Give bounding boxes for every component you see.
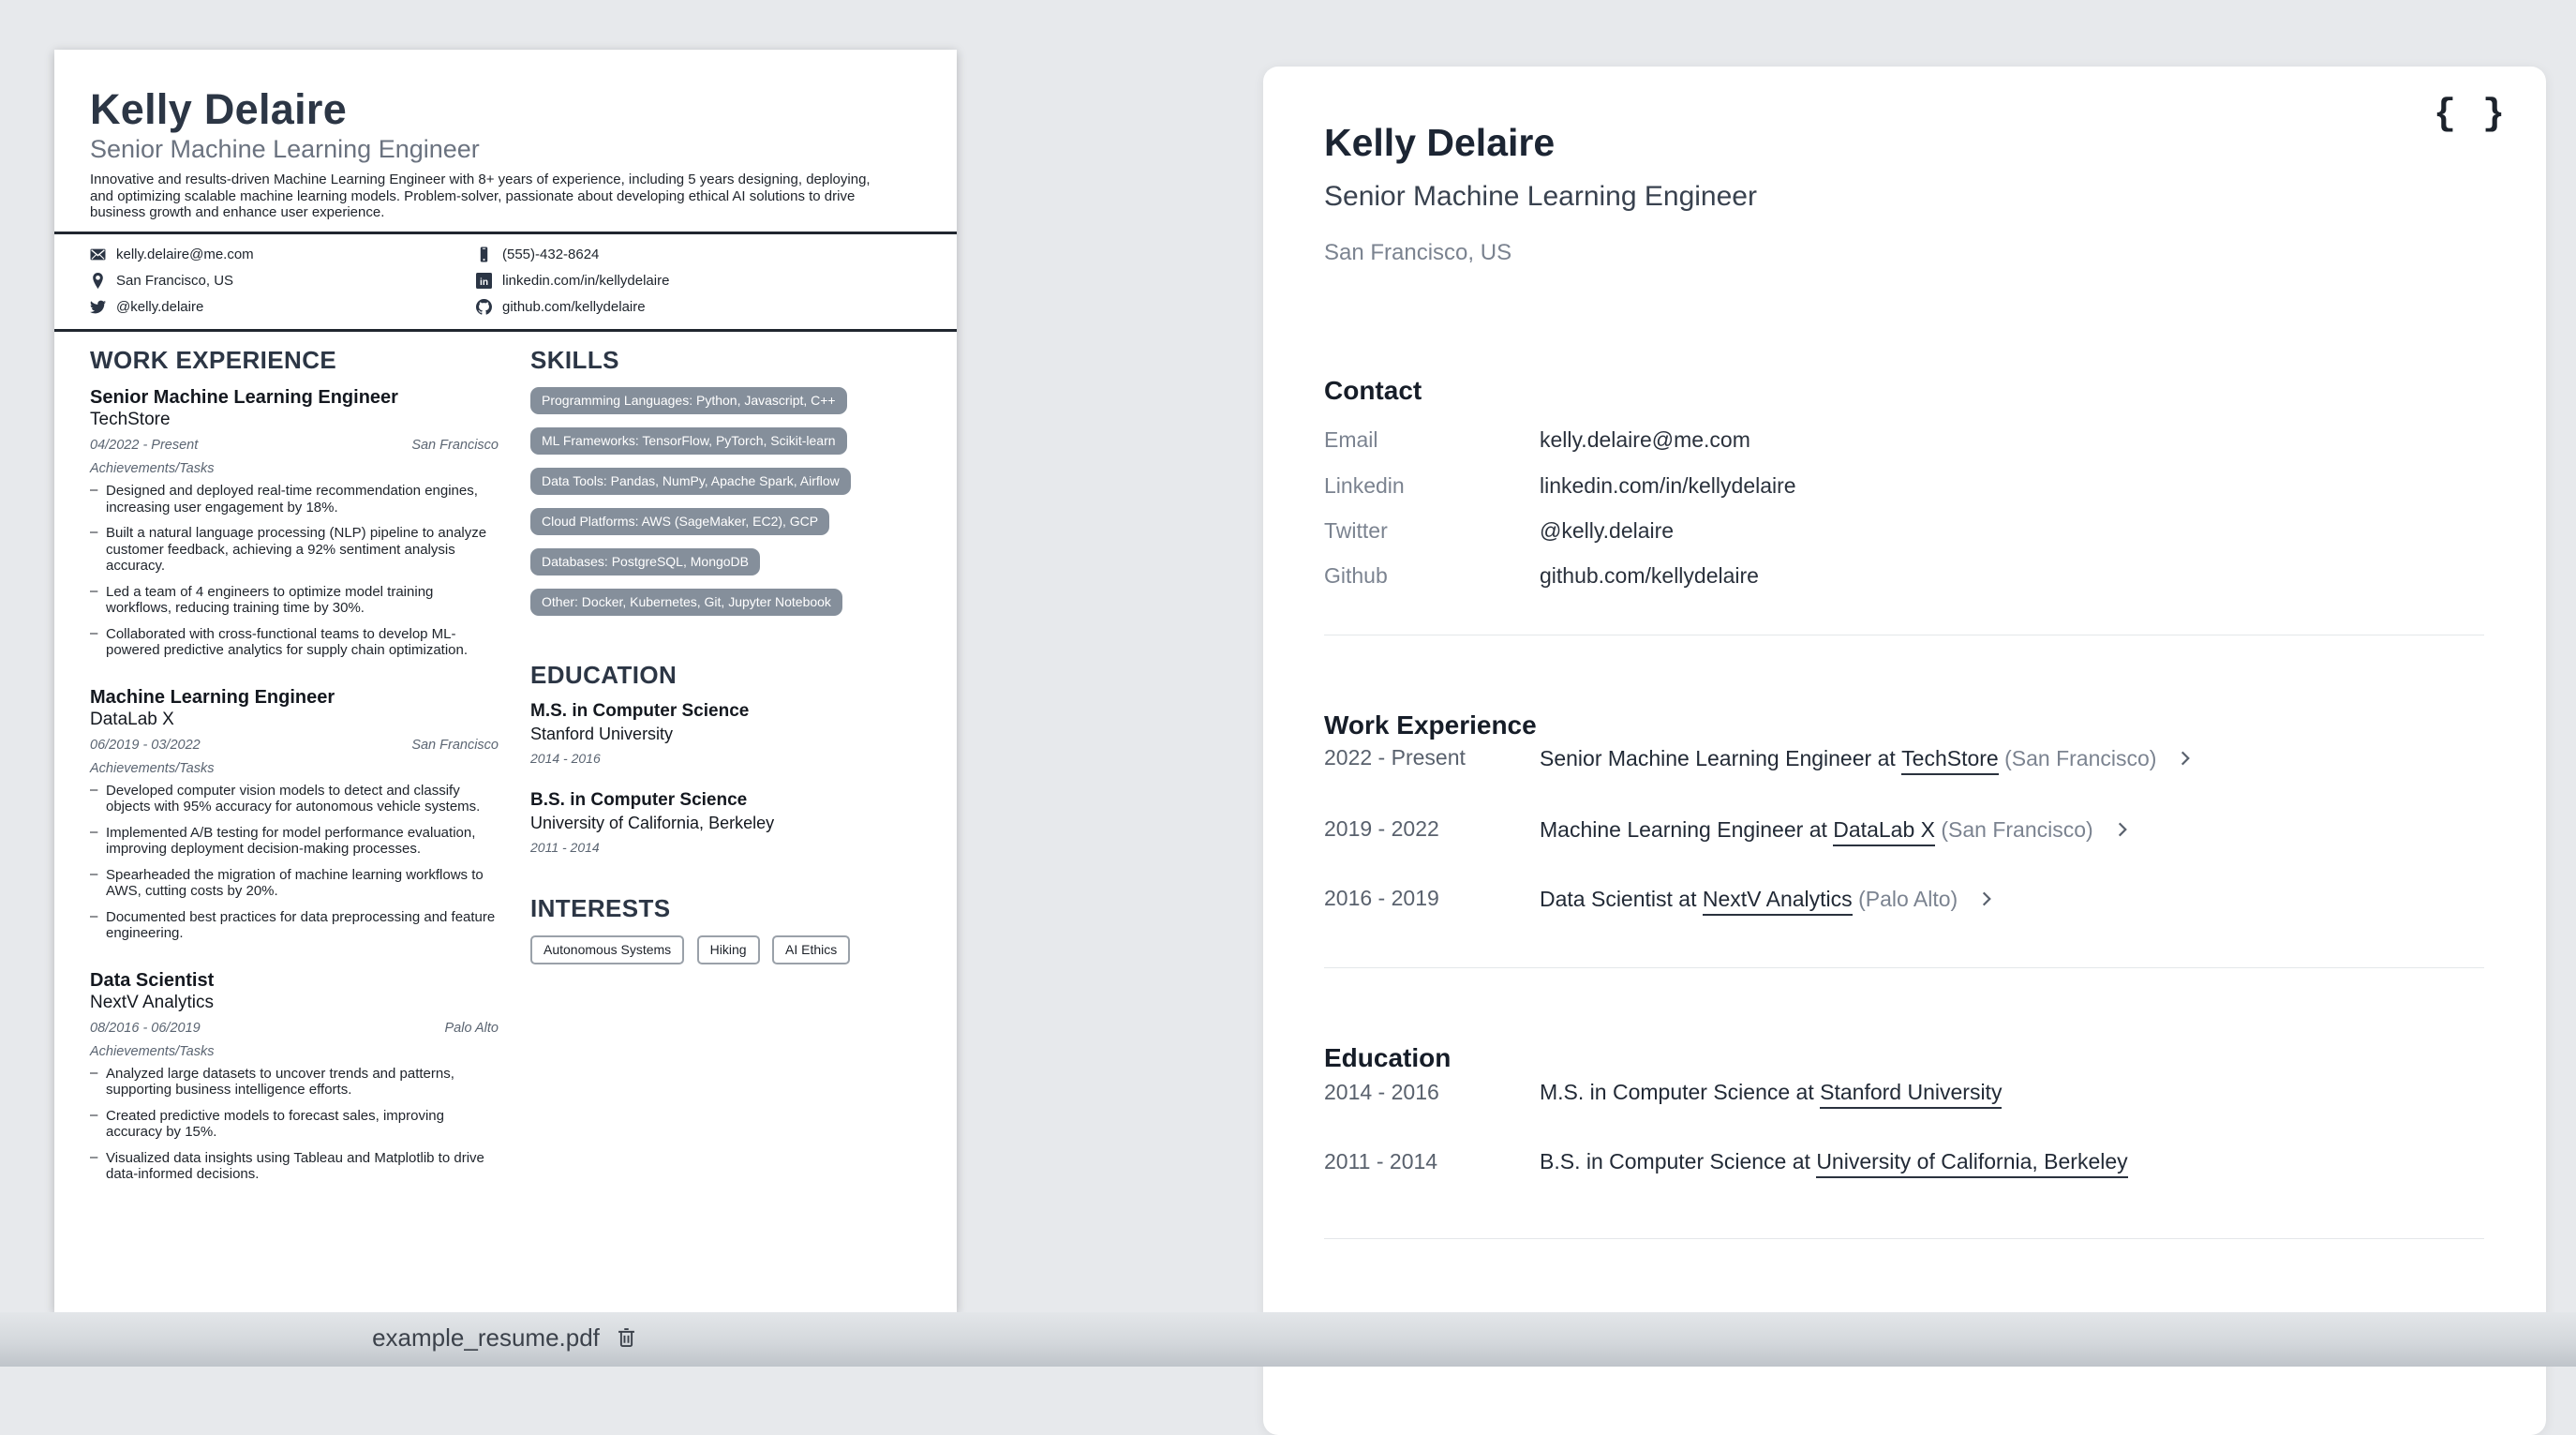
education-entry xyxy=(530,791,935,855)
contact-section-heading: Contact xyxy=(1324,376,1422,406)
work-role: Data Scientist xyxy=(1540,887,1673,911)
company-link[interactable]: DataLab X xyxy=(1833,817,1935,846)
education-section-heading: Education xyxy=(1324,1043,1452,1073)
file-name: example_resume.pdf xyxy=(372,1323,600,1352)
bullet: – Developed computer vision models to detect and classify objects with 95% accuracy for autonomous vehicle systems. xyxy=(90,783,499,815)
job-company: DataLab X xyxy=(90,709,174,729)
contact-value: linkedin.com/in/kellydelaire xyxy=(1540,473,1796,498)
education-degree: M.S. in Computer Science xyxy=(1540,1080,1791,1104)
interest-pill: Autonomous Systems xyxy=(530,935,684,964)
job-location: San Francisco xyxy=(411,737,499,753)
work-role: Machine Learning Engineer xyxy=(1540,817,1804,842)
bullet: – Spearheaded the migration of machine learning workflows to AWS, cutting costs by 20%. xyxy=(90,867,499,900)
job-bullets xyxy=(90,1066,499,1183)
location-pin-icon xyxy=(90,273,106,289)
job-entry xyxy=(90,687,499,942)
contact-email xyxy=(90,247,476,262)
contact-row xyxy=(1324,518,2486,544)
job-entry xyxy=(90,387,499,659)
job-title: Data Scientist xyxy=(90,969,215,991)
work-location: (San Francisco) xyxy=(2004,746,2157,770)
contact-linkedin xyxy=(476,273,921,289)
degree: M.S. in Computer Science xyxy=(530,701,750,722)
education-row xyxy=(1324,1080,2486,1109)
work-row[interactable] xyxy=(1324,886,2486,916)
github-icon xyxy=(476,299,492,315)
svg-text:in: in xyxy=(480,277,488,288)
education-period: 2014 - 2016 xyxy=(1324,1080,1439,1104)
work-location: (San Francisco) xyxy=(1941,817,2093,842)
education-degree: B.S. in Computer Science xyxy=(1540,1149,1787,1173)
degree-dates: 2011 - 2014 xyxy=(530,840,600,856)
at-label: at xyxy=(1672,887,1703,911)
job-entry xyxy=(90,970,499,1183)
contact-row xyxy=(1324,563,2486,589)
job-dates: 06/2019 - 03/2022 xyxy=(90,737,201,753)
company-link[interactable]: TechStore xyxy=(1901,746,1999,775)
contact-value: kelly.delaire@me.com xyxy=(1540,427,1750,452)
skill-pill: Programming Languages: Python, Javascript, C++ xyxy=(530,387,847,414)
linkedin-icon xyxy=(476,273,492,289)
tasks-label: Achievements/Tasks xyxy=(90,1043,215,1059)
parsed-name: Kelly Delaire xyxy=(1324,121,1556,164)
work-row[interactable] xyxy=(1324,745,2486,775)
bullet: – Documented best practices for data preprocessing and feature engineering. xyxy=(90,909,499,942)
work-role: Senior Machine Learning Engineer xyxy=(1540,746,1872,770)
job-title: Machine Learning Engineer xyxy=(90,686,335,708)
bullet: – Led a team of 4 engineers to optimize model training workflows, reducing training time by 30%. xyxy=(90,584,499,617)
view-json-button[interactable]: { } xyxy=(2430,93,2510,138)
contact-row xyxy=(1324,473,2486,499)
contact-row xyxy=(1324,427,2486,453)
resume-pdf-preview xyxy=(54,50,957,1312)
job-dates: 04/2022 - Present xyxy=(90,438,199,454)
company-link[interactable]: NextV Analytics xyxy=(1703,887,1853,916)
job-location: Palo Alto xyxy=(444,1020,499,1036)
school: University of California, Berkeley xyxy=(530,814,775,833)
work-section-heading: Work Experience xyxy=(1324,710,1537,740)
school: Stanford University xyxy=(530,725,674,744)
bullet: – Designed and deployed real-time recommendation engines, increasing user engagement by 18%. xyxy=(90,483,499,516)
work-row[interactable] xyxy=(1324,816,2486,846)
parsed-resume-card xyxy=(1263,67,2546,1435)
divider xyxy=(1324,1238,2484,1239)
contact-location xyxy=(90,273,476,289)
resume-body xyxy=(54,332,957,1211)
bullet: – Visualized data insights using Tableau and Matplotlib to drive data-informed decisions. xyxy=(90,1150,499,1183)
at-label: at xyxy=(1803,817,1834,842)
skill-pill: Databases: PostgreSQL, MongoDB xyxy=(530,548,760,575)
delete-file-button[interactable] xyxy=(614,1324,639,1353)
resume-job-title: Senior Machine Learning Engineer xyxy=(90,134,480,163)
tasks-label: Achievements/Tasks xyxy=(90,760,215,776)
job-title: Senior Machine Learning Engineer xyxy=(90,387,398,409)
skills-heading: SKILLS xyxy=(530,345,619,374)
work-period: 2022 - Present xyxy=(1324,745,1466,770)
resume-left-column xyxy=(90,345,499,1211)
job-company: NextV Analytics xyxy=(90,992,214,1012)
bullet: – Implemented A/B testing for model performance evaluation, improving deployment decision-making processes. xyxy=(90,825,499,858)
work-period: 2019 - 2022 xyxy=(1324,816,1439,841)
school-link[interactable]: University of California, Berkeley xyxy=(1816,1149,2127,1178)
uploaded-file xyxy=(54,1323,957,1353)
skill-pill: Cloud Platforms: AWS (SageMaker, EC2), GCP xyxy=(530,508,829,535)
interests-heading: INTERESTS xyxy=(530,894,671,923)
interest-pill: Hiking xyxy=(697,935,760,964)
chevron-right-icon[interactable] xyxy=(2175,748,2196,774)
bullet: – Analyzed large datasets to uncover trends and patterns, supporting business intelligence efforts. xyxy=(90,1066,499,1099)
education-entry xyxy=(530,702,935,766)
resume-name: Kelly Delaire xyxy=(90,85,348,133)
skill-pill: ML Frameworks: TensorFlow, PyTorch, Scikit-learn xyxy=(530,427,847,455)
at-label: at xyxy=(1786,1149,1817,1173)
contact-value: @kelly.delaire xyxy=(1540,518,1675,543)
degree-dates: 2014 - 2016 xyxy=(530,751,601,767)
job-bullets xyxy=(90,483,499,659)
at-label: at xyxy=(1871,746,1902,770)
resume-header xyxy=(54,50,957,221)
education-heading: EDUCATION xyxy=(530,661,678,690)
job-location: San Francisco xyxy=(411,438,499,454)
phone-icon xyxy=(476,247,492,262)
resume-summary: Innovative and results-driven Machine Learning Engineer with 8+ years of experience, including 5 years designing, deploying, and optimizing scalable machine learning models. Problem-solver, passionate about developing ethical AI solutions to drive business growth and enhance user experience. xyxy=(90,172,871,221)
education-row xyxy=(1324,1149,2486,1178)
contact-label: Email xyxy=(1324,427,1378,452)
contact-label: Github xyxy=(1324,563,1388,588)
email-icon xyxy=(90,247,106,262)
contact-twitter-value: @kelly.delaire xyxy=(116,298,204,315)
bullet: – Collaborated with cross-functional teams to develop ML-powered predictive analytics for supply chain optimization. xyxy=(90,626,499,659)
contact-github xyxy=(476,299,921,315)
bullet: – Created predictive models to forecast sales, improving accuracy by 15%. xyxy=(90,1108,499,1141)
skill-pill: Data Tools: Pandas, NumPy, Apache Spark, Airflow xyxy=(530,468,851,495)
twitter-icon xyxy=(90,299,106,315)
contact-phone-value: (555)-432-8624 xyxy=(502,246,600,262)
at-label: at xyxy=(1790,1080,1821,1104)
work-experience-heading: WORK EXPERIENCE xyxy=(90,345,337,374)
education-period: 2011 - 2014 xyxy=(1324,1149,1438,1173)
work-period: 2016 - 2019 xyxy=(1324,886,1439,910)
resume-right-column xyxy=(530,345,935,1211)
contact-value: github.com/kellydelaire xyxy=(1540,563,1759,588)
contact-linkedin-value: linkedin.com/in/kellydelaire xyxy=(502,272,670,289)
resume-contact-block xyxy=(54,234,957,329)
parsed-location: San Francisco, US xyxy=(1324,240,1512,265)
parsed-title: Senior Machine Learning Engineer xyxy=(1324,181,1757,212)
chevron-right-icon[interactable] xyxy=(1976,889,1997,915)
contact-location-value: San Francisco, US xyxy=(116,272,234,289)
contact-phone xyxy=(476,247,921,262)
contact-twitter xyxy=(90,299,476,315)
work-location: (Palo Alto) xyxy=(1858,887,1958,911)
contact-github-value: github.com/kellydelaire xyxy=(502,298,646,315)
contact-label: Twitter xyxy=(1324,518,1388,543)
job-company: TechStore xyxy=(90,410,171,430)
skill-pill: Other: Docker, Kubernetes, Git, Jupyter Notebook xyxy=(530,589,842,616)
chevron-right-icon[interactable] xyxy=(2112,819,2133,845)
bullet: – Built a natural language processing (NLP) pipeline to analyze customer feedback, achieving a 92% sentiment analysis accuracy. xyxy=(90,525,499,575)
school-link[interactable]: Stanford University xyxy=(1820,1080,2002,1109)
trash-icon xyxy=(614,1324,639,1350)
contact-email-value: kelly.delaire@me.com xyxy=(116,246,254,262)
job-dates: 08/2016 - 06/2019 xyxy=(90,1020,201,1036)
divider xyxy=(1324,967,2484,968)
job-bullets xyxy=(90,783,499,942)
degree: B.S. in Computer Science xyxy=(530,790,748,811)
tasks-label: Achievements/Tasks xyxy=(90,461,215,477)
interest-pill: AI Ethics xyxy=(772,935,850,964)
contact-label: Linkedin xyxy=(1324,473,1405,498)
